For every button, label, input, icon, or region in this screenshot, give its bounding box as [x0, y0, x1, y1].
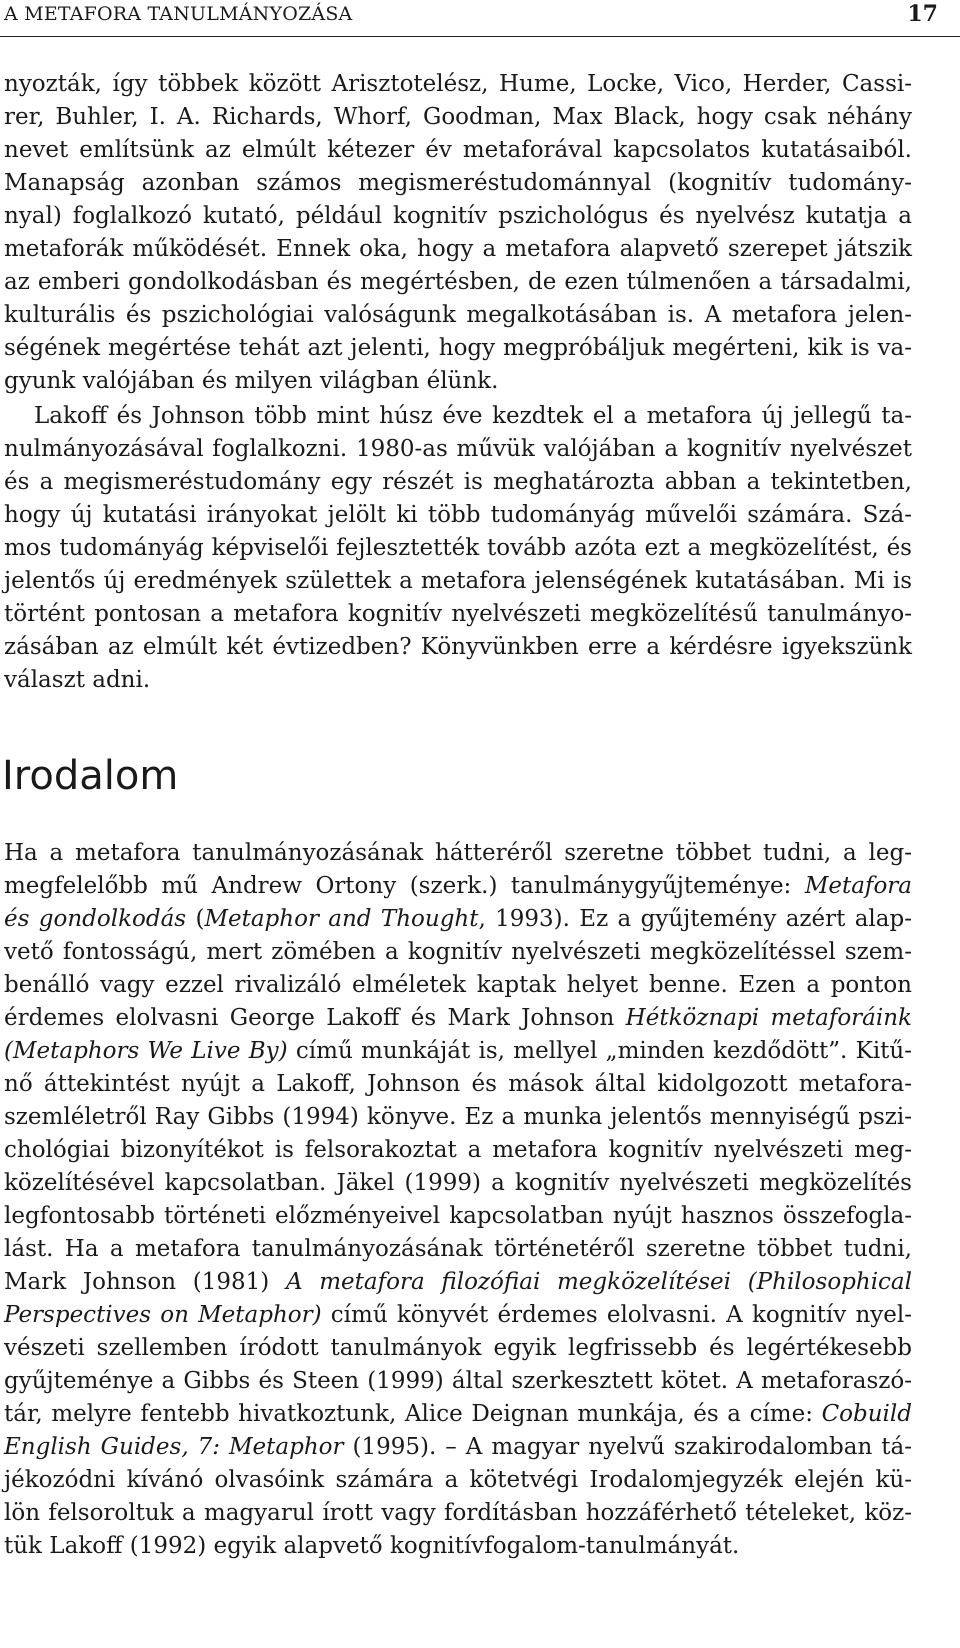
- text-line: [4, 1266, 912, 1299]
- text-run: chológiai bizonyítékot is felsorakoztat a metafora kognitív nyelvészeti meg-: [4, 1137, 912, 1163]
- text-line: [4, 1332, 912, 1365]
- text-line: történt pontosan a metafora kognitív nyelvészeti megközelítésű tanulmányo-: [4, 601, 912, 627]
- text-line: [4, 1233, 912, 1266]
- text-line: mos tudományág képviselői fejlesztették tovább azóta ezt a megközelítést, és: [4, 535, 912, 561]
- text-line: az emberi gondolkodásban és megértésben, de ezen túlmenően a társadalmi,: [4, 269, 912, 295]
- text-run: nő áttekintést nyújt a Lakoff, Johnson és mások által kidolgozott metafora-: [4, 1071, 912, 1097]
- text-line: [4, 870, 912, 903]
- section-heading: Irodalom: [2, 753, 179, 799]
- text-line: Manapság azonban számos megismeréstudománnyal (kognitív tudomány-: [4, 170, 912, 196]
- text-line: nulmányozásával foglalkozni. 1980-as művük valójában a kognitív nyelvészet: [4, 436, 912, 462]
- text-run: gyűjteménye a Gibbs és Steen (1999) által szerkesztett kötet. A metaforaszó-: [4, 1368, 912, 1394]
- text-line: [4, 1167, 912, 1200]
- text-run: Ha a metafora tanulmányozásának hátteréről szeretne többet tudni, a leg-: [4, 840, 912, 866]
- running-head: [0, 0, 960, 40]
- text-line: [4, 1101, 912, 1134]
- page-number: 17: [907, 1, 938, 27]
- text-run: közelítésével kapcsolatban. Jäkel (1999) a kognitív nyelvészeti megközelítés: [4, 1170, 912, 1196]
- text-run: legfontosabb történeti előzményeivel kapcsolatban nyújt hasznos összefogla-: [4, 1203, 912, 1229]
- text-line: hogy új kutatási irányokat jelölt ki több tudományág művelői számára. Szá-: [4, 502, 912, 528]
- body-paragraph-2: [4, 400, 912, 697]
- text-run: benálló vagy ezzel rivalizáló elméletek kaptak helyet benne. Ezen a ponton: [4, 972, 912, 998]
- text-line: [4, 1365, 912, 1398]
- italic-title: (Metaphors We Live By): [4, 1038, 288, 1064]
- text-run: szemléletről Ray Gibbs (1994) könyve. Ez a munka jelentős mennyiségű pszi-: [4, 1104, 912, 1130]
- text-line: [4, 1299, 912, 1332]
- italic-title: Perspectives on Metaphor): [4, 1302, 322, 1328]
- text-line: [4, 1200, 912, 1233]
- italic-title: Metaphor and Thought: [204, 906, 479, 932]
- text-line: zásában az elmúlt két évtizedben? Könyvünkben erre a kérdésre igyekszünk: [4, 634, 912, 660]
- text-line: ségének megértése tehát azt jelenti, hogy megpróbáljuk megérteni, kik is va-: [4, 335, 912, 361]
- references-paragraph: [4, 837, 912, 1563]
- text-line: gyunk valójában és milyen világban élünk.: [4, 368, 499, 394]
- text-line: nevet említsünk az elmúlt kétezer év metaforával kapcsolatos kutatásaiból.: [4, 137, 912, 163]
- text-line: [4, 1002, 912, 1035]
- italic-title: Hétköznapi metaforáink: [625, 1005, 912, 1031]
- italic-title: English Guides, 7: Metaphor: [4, 1434, 344, 1460]
- text-run: , 1993). Ez a gyűjtemény azért alap-: [478, 906, 912, 932]
- text-run: érdemes elolvasni George Lakoff és Mark Johnson: [4, 1005, 626, 1031]
- text-line: metaforák működését. Ennek oka, hogy a metafora alapvető szerepet játszik: [4, 236, 912, 262]
- text-line: nyal) foglalkozó kutató, például kognitív pszichológus és nyelvész kutatja a: [4, 203, 912, 229]
- text-line: [4, 1530, 912, 1563]
- text-line: nyozták, így többek között Arisztotelész, Hume, Locke, Vico, Herder, Cassi-: [4, 71, 912, 97]
- text-line: [4, 1431, 912, 1464]
- text-run: lást. Ha a metafora tanulmányozásának történetéről szeretne többet tudni,: [4, 1236, 912, 1262]
- text-run: (: [186, 906, 205, 932]
- italic-title: Metafora: [804, 873, 912, 899]
- text-run: vészeti szellemben íródott tanulmányok egyik legfrissebb és legértékesebb: [4, 1335, 912, 1361]
- text-line: [4, 969, 912, 1002]
- text-run: jékozódni kívánó olvasóink számára a kötetvégi Irodalomjegyzék elején kü-: [4, 1467, 912, 1493]
- italic-title: Cobuild: [821, 1401, 912, 1427]
- text-run: Mark Johnson (1981): [4, 1269, 286, 1295]
- text-line: [4, 1398, 912, 1431]
- header-rule: [0, 36, 960, 37]
- body-paragraph-1: [4, 68, 912, 398]
- text-run: tár, melyre fentebb hivatkoztunk, Alice Deignan munkája, és a címe:: [4, 1401, 822, 1427]
- italic-title: és gondolkodás: [4, 906, 187, 932]
- text-run: tük Lakoff (1992) egyik alapvető kognitívfogalom-tanulmányát.: [4, 1533, 740, 1559]
- text-line: [4, 837, 912, 870]
- text-line: rer, Buhler, I. A. Richards, Whorf, Goodman, Max Black, hogy csak néhány: [4, 104, 912, 130]
- text-run: vető fontosságú, mert zömében a kognitív nyelvészeti megközelítéssel szem-: [4, 939, 912, 965]
- text-line: [4, 903, 912, 936]
- text-line: [4, 1464, 912, 1497]
- text-line: [4, 1035, 912, 1068]
- text-run: (1995). – A magyar nyelvű szakirodalomban tá-: [343, 1434, 912, 1460]
- running-title: A METAFORA TANULMÁNYOZÁSA: [4, 3, 353, 25]
- text-line: [4, 1497, 912, 1530]
- text-run: című könyvét érdemes elolvasni. A kognitív nyel-: [321, 1302, 912, 1328]
- italic-title: A metafora filozófiai megközelítései (Philosophical: [285, 1269, 913, 1295]
- text-line: és a megismeréstudomány egy részét is meghatározta abban a tekintetben,: [4, 469, 912, 495]
- text-run: című munkáját is, mellyel „minden kezdődött”. Kitű-: [287, 1038, 913, 1064]
- text-line: Lakoff és Johnson több mint húsz éve kezdtek el a metafora új jellegű ta-: [34, 403, 912, 429]
- text-run: megfelelőbb mű Andrew Ortony (szerk.) tanulmánygyűjteménye:: [4, 873, 805, 899]
- text-line: jelentős új eredmények születtek a metafora jelenségének kutatásában. Mi is: [4, 568, 912, 594]
- text-run: lön felsoroltuk a magyarul írott vagy fordításban hozzáférhető tételeket, köz-: [4, 1500, 912, 1526]
- text-line: [4, 1134, 912, 1167]
- text-line: [4, 1068, 912, 1101]
- text-line: kulturális és pszichológiai valóságunk megalkotásában is. A metafora jelen-: [4, 302, 912, 328]
- text-line: választ adni.: [4, 667, 151, 693]
- text-line: [4, 936, 912, 969]
